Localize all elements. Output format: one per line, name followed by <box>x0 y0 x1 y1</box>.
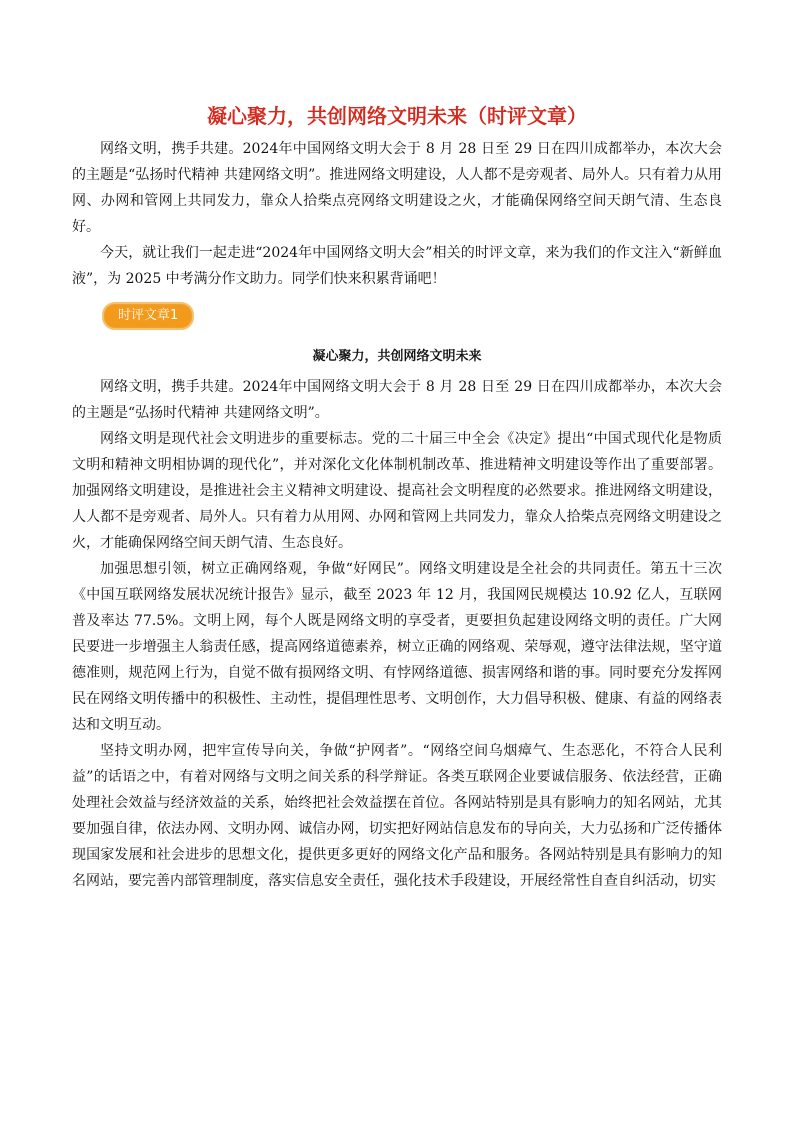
intro-paragraph: 网络文明，携手共建。2024年中国网络文明大会于 8 月 28 日至 29 日在四川成都举办，本次大会的主题是“弘扬时代精神 共建网络文明”。推进网络文明建设，人人都不是旁观者、局外人。只有着力从用网、办网和管网上共同发力，靠众人拾柴点亮网络文明建设之火，才能确保网络空间天朗气清、生态良好。 <box>72 141 722 235</box>
document-title: 凝心聚力，共创网络文明未来（时评文章） <box>207 104 587 128</box>
section-badge-wrapper <box>102 302 722 330</box>
article-paragraph: 坚持文明办网，把牢宣传导向关，争做“护网者”。“网络空间乌烟瘴气、生态恶化，不符合人民利益”的话语之中，有着对网络与文明之间关系的科学辩证。各类互联网企业要诚信服务、依法经营，正确处理社会效益与经济效益的关系，始终把社会效益摆在首位。各网站特别是具有影响力的知名网站，尤其要加强自律，依法办网、文明办网、诚信办网，切实把好网站信息发布的导向关，大力弘扬和广泛传播体现国家发展和社会进步的思想文化，提供更多更好的网络文化产品和服务。各网站特别是具有影响力的知名网站，要完善内部管理制度，落实信息安全责任，强化技术手段建设，开展经常性自查自纠活动，切实 <box>72 743 722 889</box>
article-paragraph: 网络文明，携手共建。2024年中国网络文明大会于 8 月 28 日至 29 日在四川成都举办，本次大会的主题是“弘扬时代精神 共建网络文明”。 <box>72 379 722 421</box>
document-page <box>72 100 722 894</box>
intro-paragraph: 今天，就让我们一起走进“2024年中国网络文明大会”相关的时评文章，来为我们的作文注入“新鲜血液”，为 2025 中考满分作文助力。同学们快来积累背诵吧！ <box>72 245 722 287</box>
article-paragraph: 网络文明是现代社会文明进步的重要标志。党的二十届三中全会《决定》提出“中国式现代化是物质文明和精神文明相协调的现代化”，并对深化文化体制机制改革、推进精神文明建设等作出了重要部署。加强网络文明建设，是推进社会主义精神文明建设、提高社会文明程度的必然要求。推进网络文明建设，人人都不是旁观者、局外人。只有着力从用网、办网和管网上共同发力，靠众人拾柴点亮网络文明建设之火，才能确保网络空间天朗气清、生态良好。 <box>72 431 722 551</box>
article-paragraph: 加强思想引领，树立正确网络观，争做“好网民”。网络文明建设是全社会的共同责任。第五十三次《中国互联网络发展状况统计报告》显示，截至 2023 年 12 月，我国网民规模达 10.92 亿人，互联网普及率达 77.5%。文明上网，每个人既是网络文明的享受者，更要担负起建设网络文明的责任。广大网民要进一步增强主人翁责任感，提高网络道德素养，树立正确的网络观、荣辱观，遵守法律法规，坚守道德准则，规范网上行为，自觉不做有损网络文明、有悖网络道德、损害网络和谐的事。同时要充分发挥网民在网络文明传播中的积极性、主动性，提倡理性思考、文明创作，大力倡导积极、健康、有益的网络表达和文明互动。 <box>72 561 722 733</box>
article-title: 凝心聚力，共创网络文明未来 <box>312 349 482 364</box>
section-badge: 时评文章1 <box>102 302 194 330</box>
